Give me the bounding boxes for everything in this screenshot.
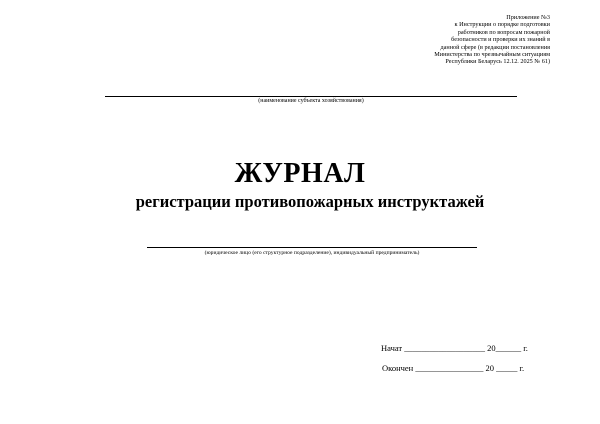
appendix-line: безопасности и проверки их знаний в <box>451 36 550 44</box>
legal-entity-line <box>147 247 477 248</box>
appendix-line: Республики Беларусь 12.12. 2025 № 61) <box>445 58 550 66</box>
appendix-line: Министерства по чрезвычайным ситуациям <box>434 51 550 59</box>
entity-name-line <box>105 96 517 97</box>
entity-name-caption: (наименование субъекта хозяйствования) <box>258 98 364 104</box>
start-date-field: Начат ___________________ 20______ г. <box>381 343 528 353</box>
appendix-line: к Инструкции о порядке подготовки <box>454 21 550 29</box>
appendix-line: работников по вопросам пожарной <box>457 28 550 36</box>
document-subtitle: регистрации противопожарных инструктажей <box>135 192 485 211</box>
legal-entity-caption: (юридическое лицо (его структурное подразделение), индивидуальный предприниматель) <box>204 250 420 256</box>
appendix-block <box>390 14 550 66</box>
document-title: ЖУРНАЛ <box>234 158 366 189</box>
end-date-field: Окончен ________________ 20 _____ г. <box>382 363 525 373</box>
appendix-line: Приложение №3 <box>506 14 550 21</box>
appendix-line: данной сфере (в редакции постановления <box>440 43 550 51</box>
